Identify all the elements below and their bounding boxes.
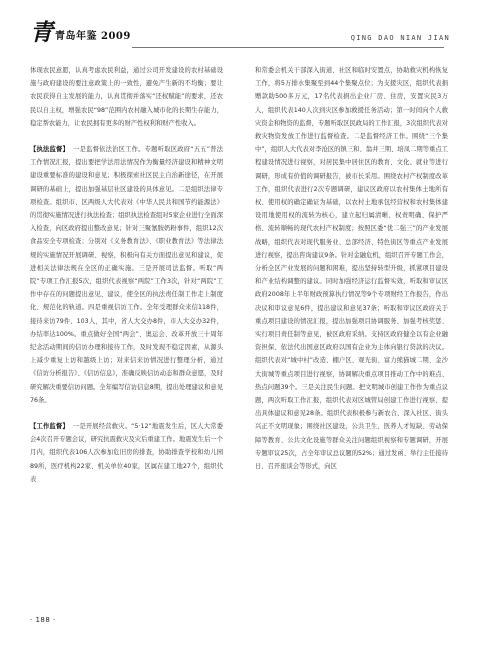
paragraph-text: 一是开展经营救灾。“5·12”地震发生后，区人大常委会4次召开专题会议，研究抗震救灾及灾后重建工作。地震发生后一个月内，组织代表106人次参加危旧房的排查，协助排查学校和幼儿园89所，医疗机构22家、机关单位40家，区属在建工地27个，组织代表 [30,423,223,483]
page-header [0,0,480,62]
yearbook-logo [30,18,130,44]
paragraph [255,64,448,473]
paragraph [30,64,223,130]
paragraph-text: 和常委会机关干部深入街道、社区和临时安置点，协助救灾机构恢复工作，将5万排水集聚至到44个集聚点位；为支援灾区，组织代表捐赠款助500多万元，17名代表捐出企业厂房、住房，安置灾民3万人，组织代表140人次到灾区参加救援任务活动；第一时间向个人救灾资金和物资的监督，专题听取区民政局的工作汇报，3次组织代表对救灾物资发放工作进行监督检查。二是监督经济工作。围绕“三个集中”，组织人大代表对李沧区的镇三和、翁井三期、培凤二期等重点工程建设情况进行视察，对居民集中居住区的教育、文化、就业等进行调研，形成有价值的调研报告，被市长采用。围绕农村产权制度改革工作，组织代表进行2次专题调研，建议区政府以农村集体土地所有权、使用权的确定确证为基础，以农村土地承包经营权和农村集体建设用地使用权的流转为核心，建立起归属清晰、权责明确、保护严格、流转顺畅的现代农村产权制度；按照区委“优二强三”的产业发展战略，组织代表对现代服务业、总部经济、特色街区等重点产业发展进行视察，提出咨询建议9条。针对金融危机，组织召开专题工作会，分析全区产业发展的问题和困难，提出坚持转型升级，抓紧项目建设和产业结构调整的建议。同时加强经济运行监督实效，听取和审议区政府2008年上半年财政预算执行情况等9个专项财经工作报告，作出决议和审议意见6件，提出建议和意见37条；听取和审议区政府关于重点项目建设的情况汇报，提出加强项目协调服务、加强考核奖惩、实行项目责任制等意见，被区政府采纳。支持区政府健全以有企业融资担保、依法代出国意区政府以国有企业为主体向银行贷款的决议。组织代表对“城中村”改造、棚户区、观光街、富力熊猫城二期、金沙大街城等重点项目进行视察，协调解决重点项目推动工作中的难点、热点问题39个。三是关注民生问题。把文明城市创建工作作为重点议题，两次听取工作汇报，组织代表对区城管局创建工作进行视察，提出具体建议和意见28条。组织代表积极参与新农合、深入社区、街头兴正不文明现象；围绕社区建设，公共卫生、医养人才短缺、劳动保障等教育、公共文化设施等群众关注问题组织视察和专题调研，开展专题审议25次，占全年审议总议题的52%；通过发函、举行主任接待日、召开座谈会等形式，向区 [255,67,448,471]
header-rule [132,47,444,48]
running-head: QING DAO NIAN JIAN [350,34,450,42]
logo-title: 青岛年鉴 2009 [55,31,131,42]
section-heading: 【工作监督】 [30,423,69,431]
section-heading: 【执法监督】 [30,146,70,154]
paragraph [30,143,223,407]
left-column [30,64,223,486]
paragraph-text: 一是监督依法治区工作。专题听取区政府“五五”普法工作情况汇报，提出要把学法用法情况作为衡量经济建设和精神文明建设重要标准的建设和意见；积极探索社区民主自治新途径，在开展调研的基础上，提出加强基层社区建设的具体意见。二是组织法律专项检查。组织市、区两级人大代表对《中华人民共和国节约能源法》的贯彻实施情况进行执法检查；组织执法检查组对5家企业进行全面深入检查，向区政府提出整改意见；针对三聚氰胺奶粉事件，组织12次食品安全专项检查；分别对《义务教育法》、《职业教育法》等法律法规的实施情况开展调研、视察，积极向有关方面提出意见和建议，促进相关法律法规在全区的正确实施。三是开展司法监督。听取“两院”专项工作汇报5次，组织代表视察“两院”工作3次，针对“两院”工作中存在的问题提出意见、建议，使全区的执法责任制工作走上制度化、规范化的轨道。四是重视信访工作。全年受理群众来信118件，接待来访79件、103人，其中，省人大交办8件，市人大交办32件，办结率达100%。重点做好全国“两会”、奥运会、改革开放三十周年纪念活动期间的信访办理和接待工作，及时发现不稳定因素，从源头上减少重复上访和越级上访；对来信来访情况进行整理分析，通过《信访分析报告》、《信访信息》，准确反映信访动态和群众意愿，及时研究解决重要信访问题。全年编写信访信息8期，提出处理建议和意见76条。 [30,146,224,404]
right-column [255,64,448,473]
logo-mark-icon: 青 [30,19,53,46]
paragraph-text: 体现农民意愿，认真考虑农民利益，通过公司开发建设的农村基础设施与政府建设的要注意政策上的一致性，避免产生新的不均衡；要让农民获得自主发展的能力，认真贯彻并落实“还权赋能”的要求，还农民以自主权，增强农民“98”范围内农村融入城市化的长期生存能力，稳定帮农能力，让农民拥有更多的财产性权利和财产性收入。 [30,67,223,127]
page-number: · 188 · [30,616,56,624]
paragraph [30,420,223,486]
